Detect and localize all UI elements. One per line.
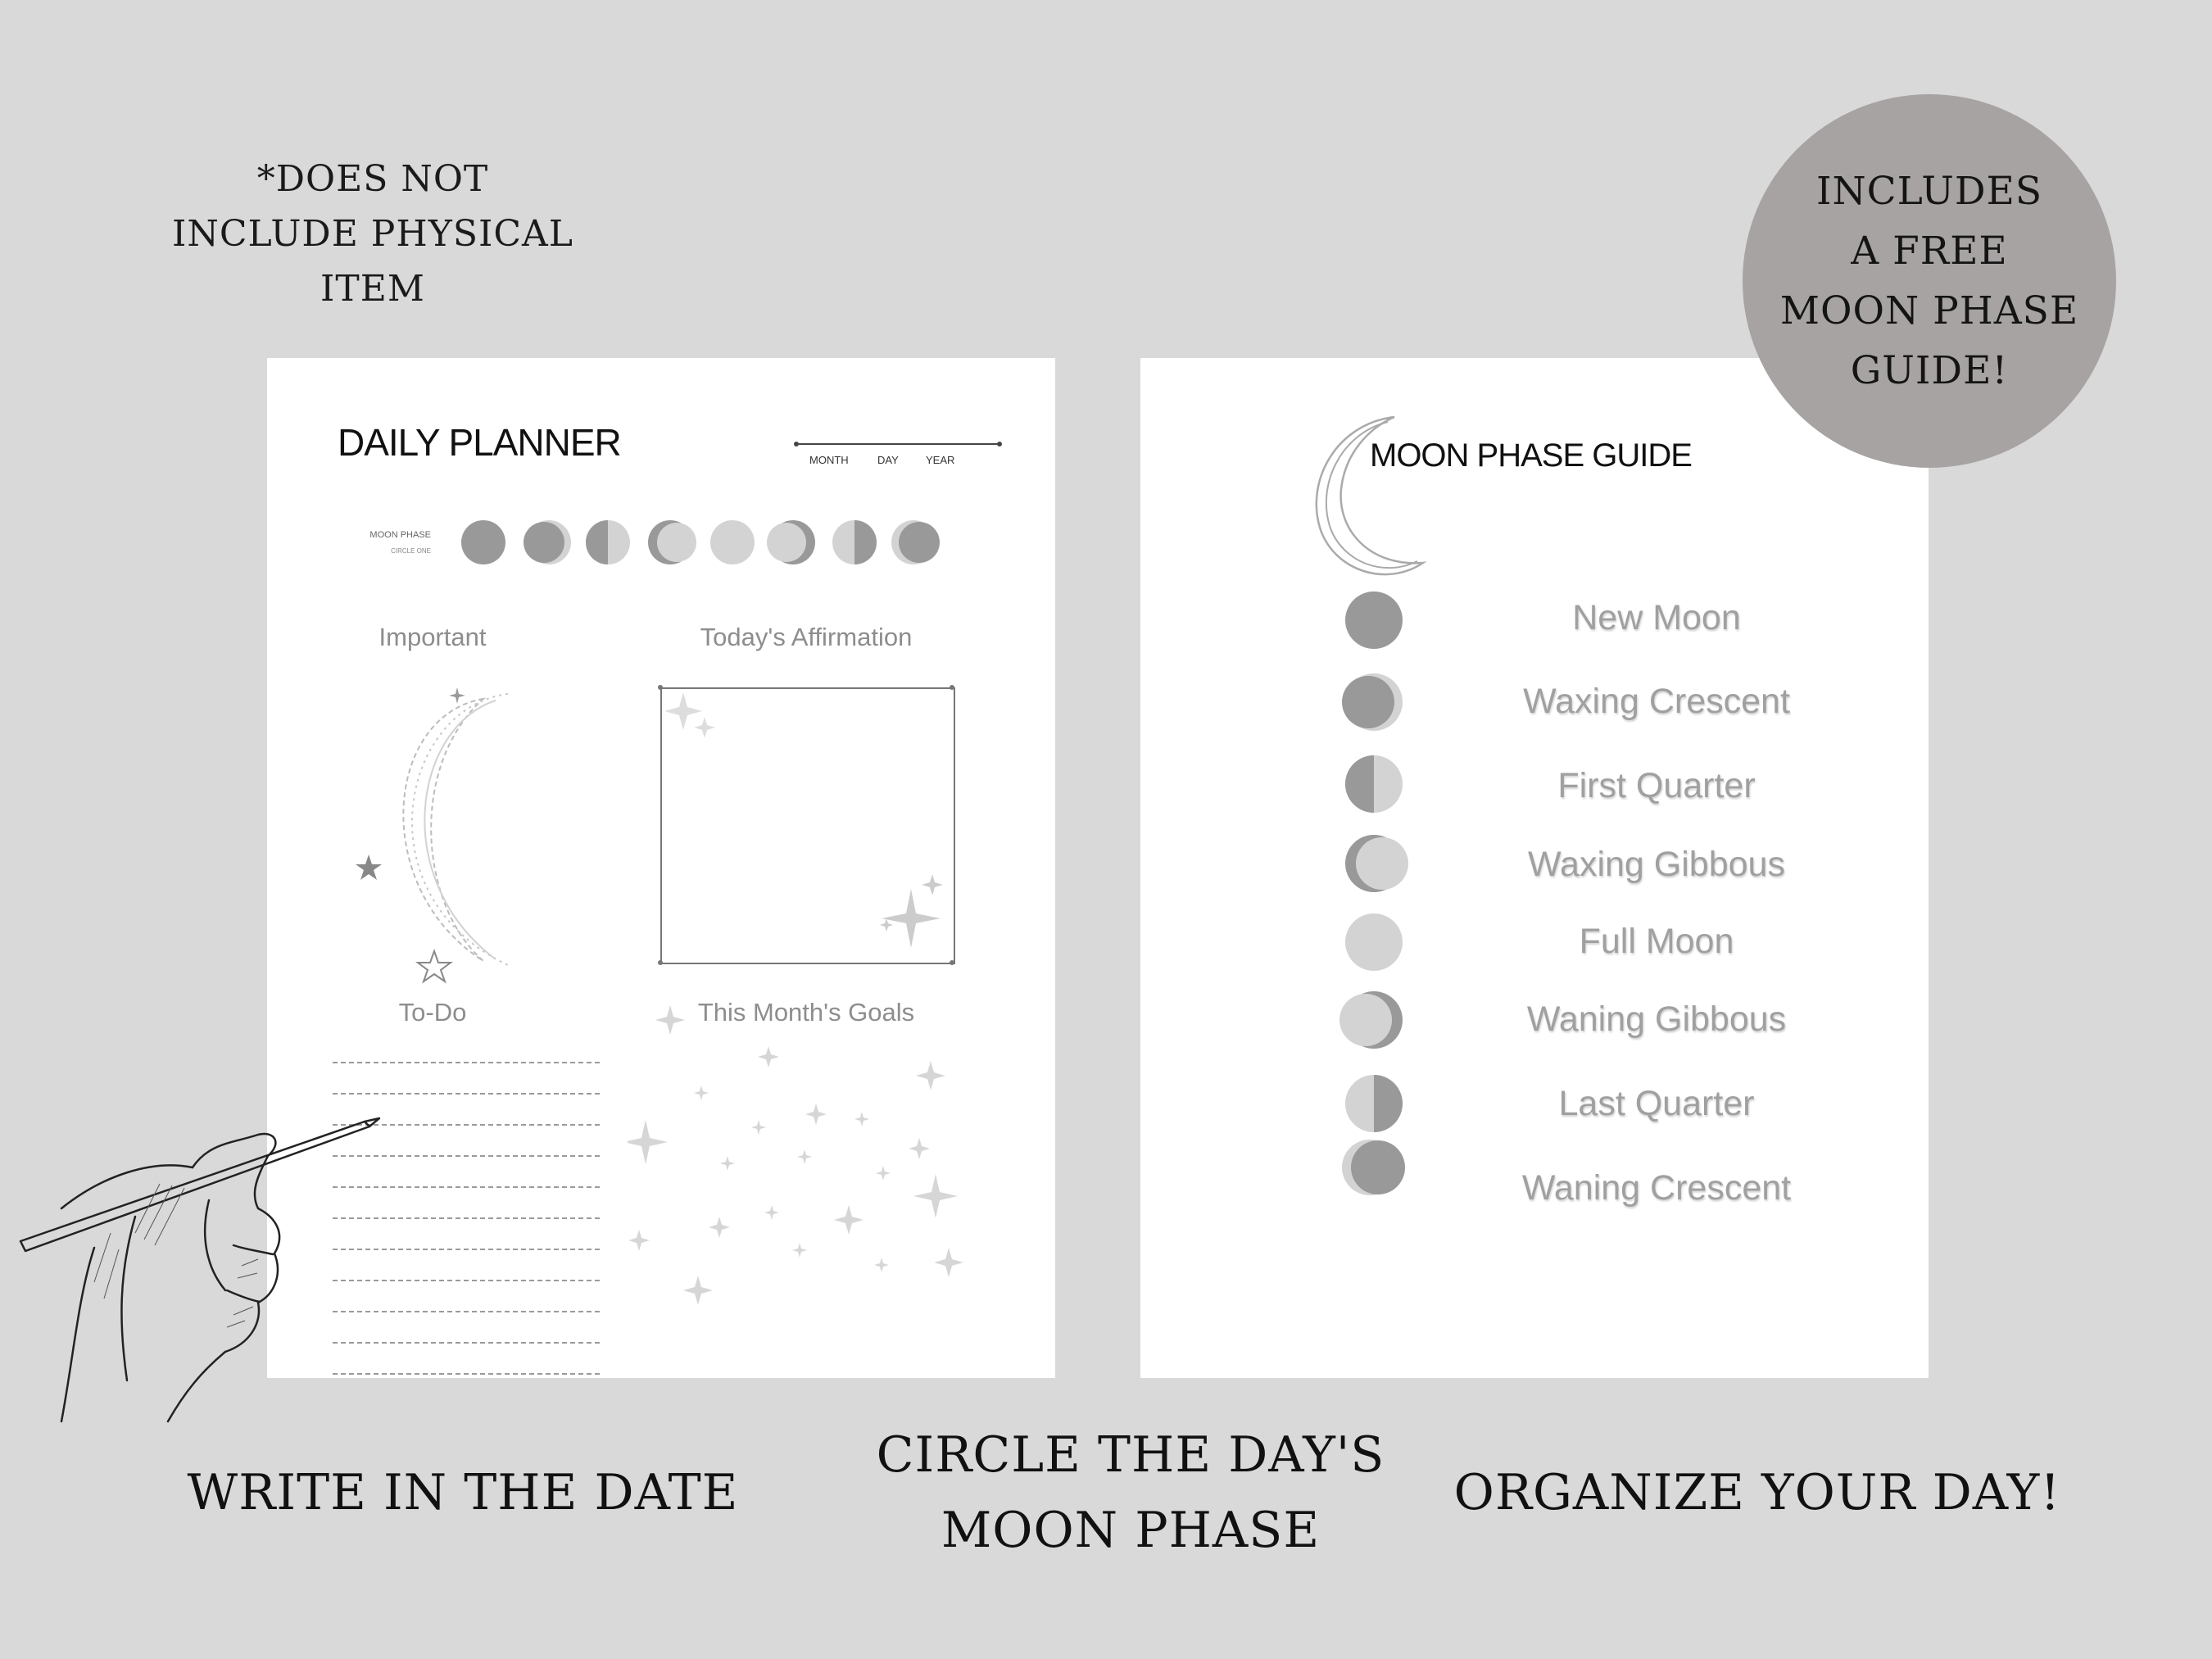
section-affirmation: Today's Affirmation	[700, 623, 913, 651]
affirmation-corner-dot	[950, 960, 954, 965]
disclaimer-text	[107, 152, 639, 316]
last-quarter-icon	[1345, 1075, 1403, 1132]
free-guide-badge	[1743, 94, 2116, 468]
new-moon-icon[interactable]	[461, 520, 505, 564]
todo-line[interactable]	[333, 1093, 600, 1095]
moon-phase-sublabel: CIRCLE ONE	[391, 547, 431, 555]
phase-name-full-moon: Full Moon	[1579, 922, 1734, 961]
waning-gibbous-icon[interactable]	[767, 520, 815, 564]
section-todo: To-Do	[398, 998, 467, 1027]
phase-name-waxing-crescent: Waxing Crescent	[1523, 682, 1790, 721]
moon-phase-label: MOON PHASE	[369, 530, 431, 540]
phase-name-waxing-gibbous: Waxing Gibbous	[1528, 845, 1785, 884]
waning-gibbous-icon	[1339, 991, 1403, 1049]
first-quarter-icon	[1345, 755, 1403, 813]
waxing-crescent-icon	[1342, 673, 1403, 731]
guide-title: MOON PHASE GUIDE	[1370, 437, 1692, 474]
affirmation-sparkles	[665, 692, 947, 956]
date-label-month: MONTH	[809, 454, 849, 466]
last-quarter-icon[interactable]	[832, 520, 877, 564]
waxing-gibbous-icon[interactable]	[648, 520, 696, 564]
caption-circle-phase	[836, 1417, 1426, 1568]
date-label-day: DAY	[877, 454, 899, 466]
phase-name-waning-crescent: Waning Crescent	[1521, 1168, 1792, 1208]
crescent-moon-icon	[1296, 407, 1460, 587]
hand-pencil-illustration	[12, 1110, 389, 1430]
waxing-crescent-icon[interactable]	[524, 520, 571, 564]
waning-crescent-planner-icon[interactable]	[886, 514, 944, 571]
waning-crescent-icon	[1342, 1140, 1405, 1195]
phase-name-last-quarter: Last Quarter	[1558, 1084, 1755, 1123]
caption-write-date: WRITE IN THE DATE	[187, 1464, 739, 1521]
disclaimer-line-2: INCLUDE PHYSICAL	[171, 213, 574, 255]
disclaimer-line-1: *DOES NOT	[256, 158, 489, 200]
moon-phase-guide-page	[1140, 358, 1929, 1378]
disclaimer-line-3: ITEM	[320, 268, 425, 310]
moon-phase-selector[interactable]	[447, 514, 890, 571]
phase-name-waning-gibbous: Waning Gibbous	[1526, 999, 1787, 1039]
phase-name-new-moon: New Moon	[1572, 598, 1741, 637]
crescent-moon-illustration	[352, 682, 549, 986]
date-line-start-dot	[794, 442, 799, 446]
badge-line-1: INCLUDES	[1815, 169, 2043, 214]
section-goals: This Month's Goals	[697, 998, 915, 1027]
affirmation-corner-dot	[658, 960, 663, 965]
full-moon-icon[interactable]	[710, 520, 755, 564]
affirmation-corner-dot	[658, 685, 663, 690]
todo-line[interactable]	[333, 1062, 600, 1063]
waxing-gibbous-icon	[1345, 835, 1408, 892]
date-line-end-dot	[997, 442, 1002, 446]
caption-circle-phase-line-1: CIRCLE THE DAY'S	[876, 1426, 1385, 1484]
caption-organize-day: ORGANIZE YOUR DAY!	[1453, 1464, 2061, 1521]
caption-circle-phase-line-2: MOON PHASE	[941, 1502, 1321, 1559]
affirmation-corner-dot	[950, 685, 954, 690]
phase-name-first-quarter: First Quarter	[1557, 766, 1756, 805]
goals-star-field	[628, 1005, 988, 1349]
first-quarter-icon[interactable]	[586, 520, 630, 564]
full-moon-icon	[1345, 913, 1403, 971]
section-important: Important	[378, 623, 487, 651]
badge-line-3: MOON PHASE	[1779, 288, 2079, 333]
date-label-year: YEAR	[926, 454, 955, 466]
badge-line-2: A FREE	[1851, 229, 2008, 274]
new-moon-icon	[1345, 592, 1403, 649]
phase-icon-column	[1337, 579, 1411, 1202]
date-line	[796, 443, 999, 445]
planner-title: DAILY PLANNER	[338, 421, 621, 464]
badge-line-4: GUIDE!	[1850, 348, 2009, 393]
